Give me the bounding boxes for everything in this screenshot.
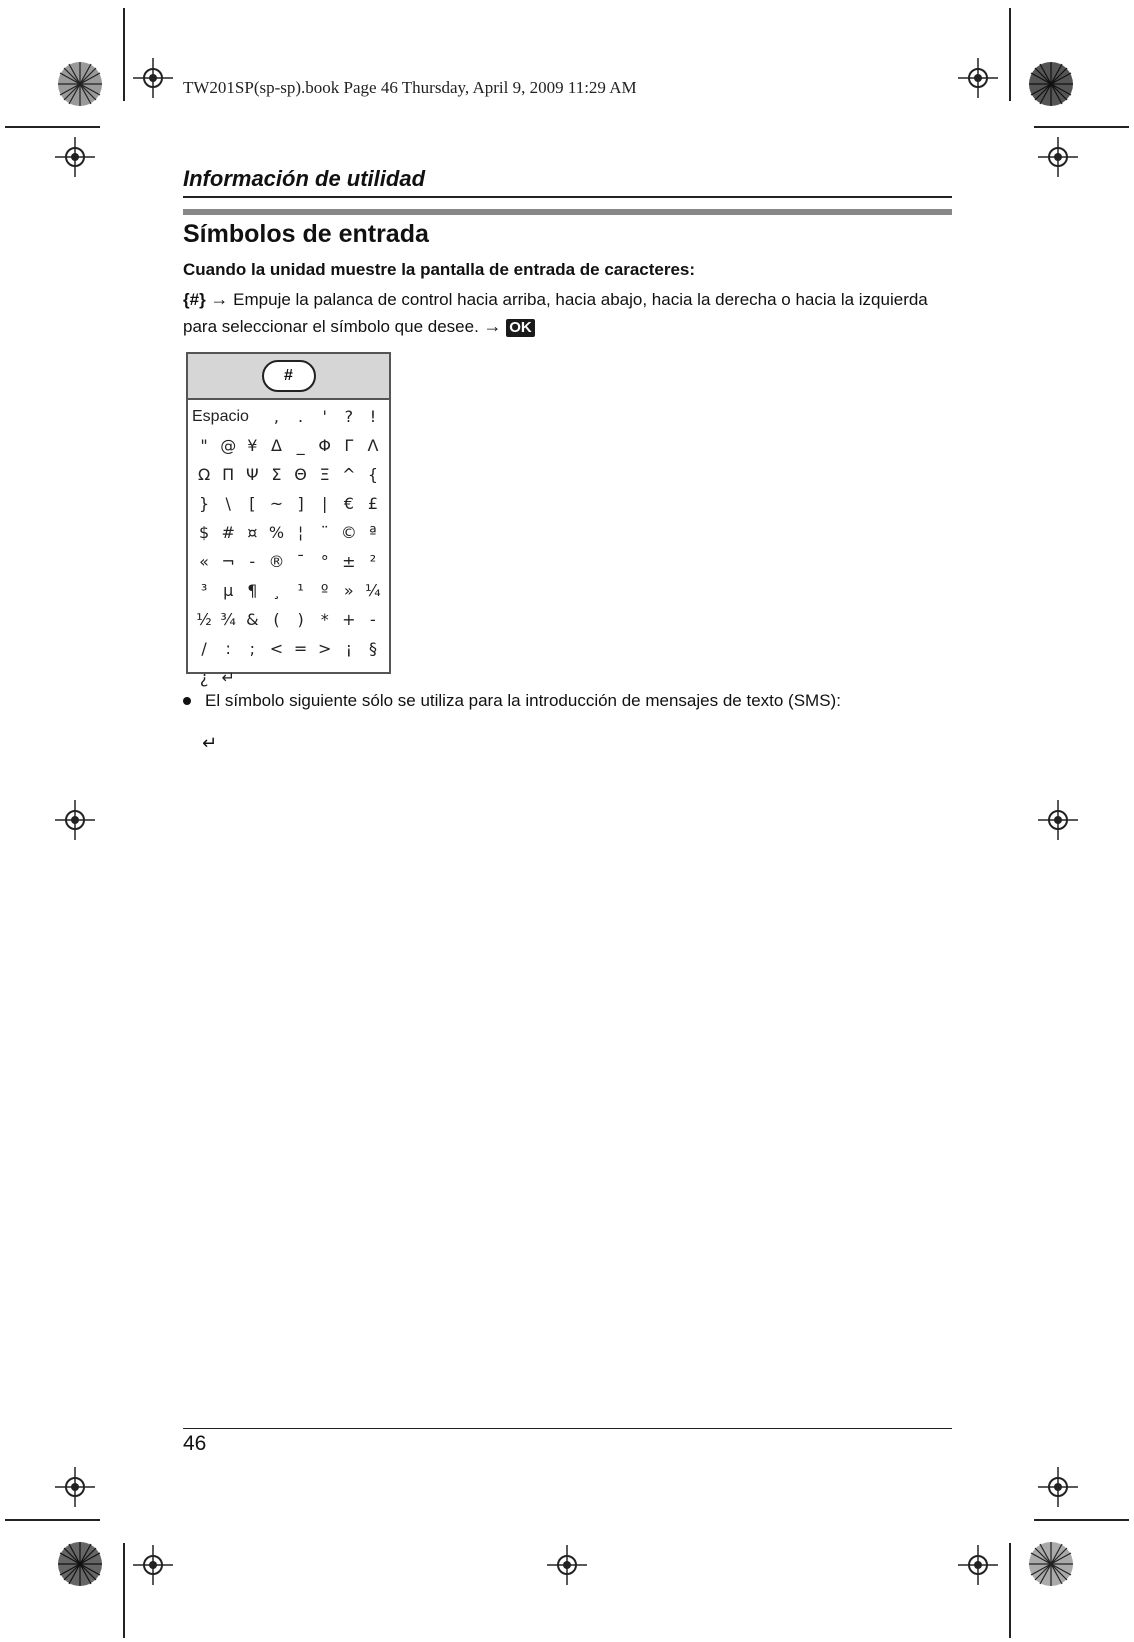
symbol-cell: $ — [198, 523, 210, 542]
symbol-cell: ª — [369, 523, 377, 542]
hash-key-icon: # — [262, 360, 316, 392]
registration-mark-icon — [958, 1545, 998, 1585]
symbol-cell: Ω — [197, 465, 211, 484]
registration-mark-icon — [55, 137, 95, 177]
symbol-cell: - — [249, 552, 256, 571]
note — [183, 691, 841, 711]
symbol-cell: Δ — [270, 436, 282, 455]
symbol-cell: % — [268, 523, 285, 542]
symbol-cell: ¦ — [297, 523, 304, 542]
symbol-cell: < — [269, 639, 284, 658]
footer-rule — [183, 1428, 952, 1429]
symbol-cell: } — [198, 494, 210, 513]
symbol-cell: Ψ — [246, 465, 259, 484]
symbol-cell: € — [343, 494, 354, 513]
symbol-cell: ¤ — [247, 523, 258, 542]
symbol-cell: { — [367, 465, 379, 484]
symbol-cell: . — [298, 407, 304, 426]
symbol-cell: \ — [225, 494, 231, 513]
symbol-screen — [186, 352, 391, 687]
symbol-cell: ° — [320, 552, 329, 571]
crop-mark — [1034, 1519, 1129, 1521]
symbol-cell: ) — [297, 610, 304, 629]
symbol-cell: Σ — [271, 465, 282, 484]
symbol-cell: ( — [273, 610, 280, 629]
bullet-icon — [183, 697, 191, 705]
registration-mark-icon — [133, 58, 173, 98]
symbol-cell: Φ — [318, 436, 331, 455]
hash-key-label: {#} — [183, 290, 206, 309]
symbol-cell: ¸ — [272, 581, 281, 600]
symbol-cell: _ — [296, 436, 305, 455]
symbol-cell: ± — [342, 552, 356, 571]
symbol-cell: « — [199, 552, 209, 571]
symbol-cell: ¡ — [345, 639, 353, 658]
crop-mark — [123, 8, 125, 101]
symbol-cell: ; — [249, 639, 255, 658]
symbol-cell: ¿ — [199, 668, 209, 687]
symbol-cell: © — [340, 523, 357, 542]
symbol-cell: & — [246, 610, 259, 629]
symbol-cell: * — [320, 610, 329, 629]
symbol-cell: ¼ — [365, 581, 381, 600]
symbol-cell: ' — [322, 407, 327, 426]
ok-button-icon: OK — [506, 319, 535, 337]
arrow-right-icon: → — [483, 316, 502, 336]
symbol-cell: ] — [297, 494, 304, 513]
crop-mark — [5, 126, 100, 128]
symbol-cell: + — [342, 610, 356, 629]
symbol-cell: ¨ — [320, 523, 329, 542]
crop-mark — [1009, 8, 1011, 101]
page-number: 46 — [183, 1432, 207, 1455]
symbol-cell: ¶ — [247, 581, 258, 600]
registration-mark-icon — [1038, 800, 1078, 840]
symbol-cell: - — [370, 610, 376, 629]
symbol-cell: ¬ — [221, 552, 235, 571]
symbol-cell: ^ — [342, 465, 356, 484]
note-text: El símbolo siguiente sólo se utiliza para la introducción de mensajes de texto (SMS): — [205, 691, 841, 710]
instruction-body: Empuje la palanca de control hacia arriba, hacia abajo, hacia la derecha o hacia la izquierda para seleccionar el símbolo que desee. — [183, 290, 928, 336]
page-heading: Símbolos de entrada — [183, 220, 429, 248]
registration-mark-icon — [133, 1545, 173, 1585]
symbol-cell: ¹ — [297, 581, 304, 600]
return-symbol-icon: ↵ — [202, 733, 218, 754]
symbol-cell: ¾ — [220, 610, 236, 629]
symbol-cell: = — [293, 639, 308, 658]
symbol-grid — [188, 400, 389, 692]
crop-mark — [123, 1543, 125, 1638]
symbol-cell: Γ — [344, 436, 354, 455]
symbol-cell: £ — [367, 494, 379, 513]
symbol-cell: ¯ — [296, 552, 305, 571]
starburst-mark-icon — [57, 1541, 103, 1587]
symbol-cell: ! — [369, 407, 377, 426]
symbol-cell: º — [320, 581, 329, 600]
symbol-cell: ½ — [196, 610, 212, 629]
print-header: TW201SP(sp-sp).book Page 46 Thursday, April 9, 2009 11:29 AM — [183, 78, 637, 97]
title-rule — [183, 196, 952, 198]
symbol-space: Espacio — [192, 407, 249, 425]
symbol-screen-header — [188, 354, 389, 400]
symbol-cell: ~ — [269, 494, 284, 513]
symbol-cell: / — [201, 639, 207, 658]
section-title: Información de utilidad — [183, 166, 426, 191]
subheading: Cuando la unidad muestre la pantalla de entrada de caracteres: — [183, 260, 696, 279]
starburst-mark-icon — [57, 61, 103, 107]
symbol-cell: [ — [249, 494, 256, 513]
symbol-cell: ® — [268, 552, 285, 571]
starburst-mark-icon — [1028, 61, 1074, 107]
arrow-right-icon: → — [210, 289, 229, 309]
symbol-cell: > — [317, 639, 332, 658]
registration-mark-icon — [55, 800, 95, 840]
symbol-cell: Π — [222, 465, 235, 484]
symbol-cell: µ — [223, 581, 234, 600]
symbol-cell: § — [368, 639, 377, 658]
symbol-cell: ¥ — [247, 436, 258, 455]
symbol-cell: Λ — [367, 436, 379, 455]
crop-mark — [1009, 1543, 1011, 1638]
registration-mark-icon — [547, 1545, 587, 1585]
instruction-text — [183, 286, 943, 340]
symbol-cell: , — [273, 407, 279, 426]
symbol-cell: " — [200, 436, 208, 455]
registration-mark-icon — [1038, 137, 1078, 177]
symbol-cell: # — [221, 523, 235, 542]
registration-mark-icon — [958, 58, 998, 98]
crop-mark — [5, 1519, 100, 1521]
symbol-cell: ² — [369, 552, 377, 571]
starburst-mark-icon — [1028, 1541, 1074, 1587]
symbol-cell: ? — [344, 407, 354, 426]
symbol-cell: | — [321, 494, 328, 513]
symbol-cell: Ξ — [319, 465, 330, 484]
symbol-cell: ↵ — [221, 668, 235, 687]
registration-mark-icon — [55, 1467, 95, 1507]
title-rule-thick — [183, 209, 952, 215]
crop-mark — [1034, 126, 1129, 128]
symbol-cell: : — [225, 639, 231, 658]
symbol-cell: @ — [220, 436, 237, 455]
symbol-cell: ³ — [200, 581, 208, 600]
symbol-cell: » — [343, 581, 354, 600]
registration-mark-icon — [1038, 1467, 1078, 1507]
symbol-cell: Θ — [294, 465, 307, 484]
